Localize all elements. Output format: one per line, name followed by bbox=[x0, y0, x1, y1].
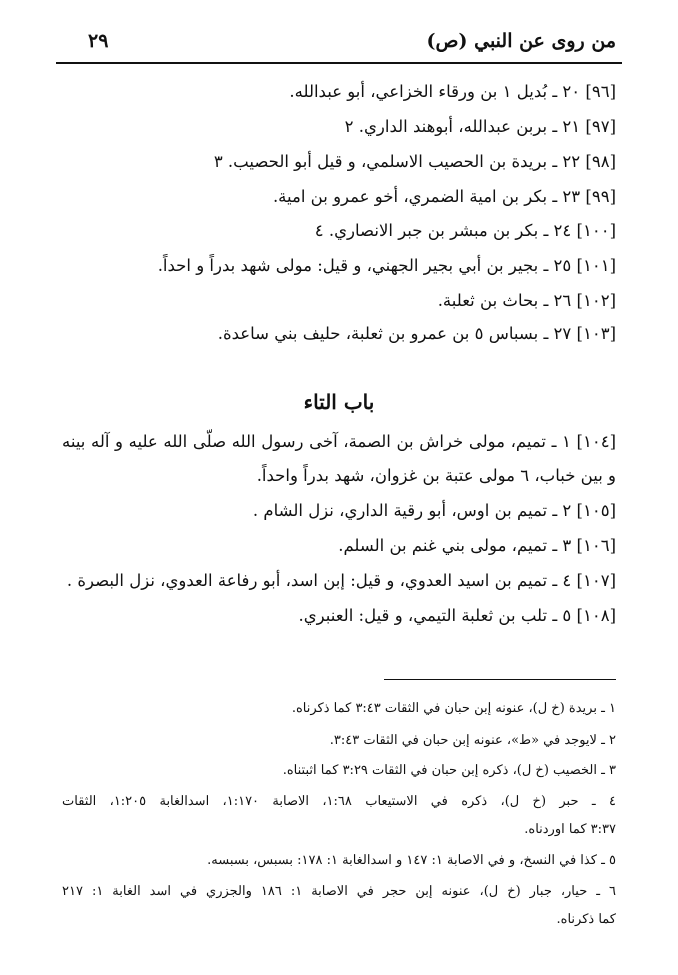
entry-97: [٩٧] ٢١ ـ بربن عبدالله، أبوهند الداري. ٢ bbox=[344, 117, 616, 136]
entry-107: [١٠٧] ٤ ـ تميم بن اسيد العدوي، و قيل: إبن اسد، أبو رفاعة العدوي، نزل البصرة . bbox=[66, 571, 616, 590]
footnote-1: ١ ـ بريدة (خ ل)، عنونه إبن حبان في الثقات ٣:٤٣ كما ذكرناه. bbox=[291, 701, 616, 716]
header-rule bbox=[56, 62, 622, 64]
footnote-4-line-1: ٤ ـ حبر (خ ل)، ذكره في الاستيعاب ١:٦٨، الاصابة ١:١٧٠، اسدالغابة ١:٢٠٥، الثقات bbox=[62, 794, 616, 809]
page-number: ٢٩ bbox=[88, 30, 109, 52]
entry-101: [١٠١] ٢٥ ـ بجير بن أبي بجير الجهني، و قيل: مولى شهد بدراً و احداً. bbox=[157, 256, 616, 275]
footnote-4-line-2: ٣:٣٧ كما اوردناه. bbox=[524, 822, 616, 837]
footnote-5: ٥ ـ كذا في النسخ، و في الاصابة ١: ١٤٧ و اسدالغابة ١: ١٧٨: بسبس، بسبسه. bbox=[207, 853, 616, 868]
entry-104-line-1: [١٠٤] ١ ـ تميم، مولى خراش بن الصمة، آخى رسول الله صلّى الله عليه و آله بينه bbox=[62, 432, 616, 451]
entry-96: [٩٦] ٢٠ ـ بُديل ١ بن ورقاء الخزاعي، أبو عبدالله. bbox=[289, 82, 616, 101]
entry-99: [٩٩] ٢٣ ـ بكر بن امية الضمري، أخو عمرو بن امية. bbox=[272, 187, 616, 206]
entry-102: [١٠٢] ٢٦ ـ بحاث بن ثعلبة. bbox=[437, 291, 616, 310]
entry-103: [١٠٣] ٢٧ ـ بسباس ٥ بن عمرو بن ثعلبة، حليف بني ساعدة. bbox=[217, 324, 616, 343]
entry-105: [١٠٥] ٢ ـ تميم بن اوس، أبو رقية الداري، نزل الشام . bbox=[252, 501, 616, 520]
entry-106: [١٠٦] ٣ ـ تميم، مولى بني غنم بن السلم. bbox=[338, 536, 616, 555]
footnote-3: ٣ ـ الخصيب (خ ل)، ذكره إبن حبان في الثقات ٣:٢٩ كما اثبتناه. bbox=[282, 763, 616, 778]
entry-104-line-2: و بين خباب، ٦ مولى عتبة بن غزوان، شهد بدراً واحداً. bbox=[256, 466, 616, 485]
entry-100: [١٠٠] ٢٤ ـ بكر بن مبشر بن جبر الانصاري. ٤ bbox=[314, 221, 616, 240]
section-heading: باب التاء bbox=[303, 390, 375, 414]
footnote-2: ٢ ـ لايوجد في «ط»، عنونه إبن حبان في الثقات ٣:٤٣. bbox=[329, 733, 616, 748]
running-title: من روى عن النبي (ص) bbox=[426, 30, 616, 52]
footnote-6-line-2: كما ذكرناه. bbox=[556, 912, 616, 927]
entry-108: [١٠٨] ٥ ـ تلب بن ثعلبة التيمي، و قيل: العنبري. bbox=[298, 606, 616, 625]
entry-98: [٩٨] ٢٢ ـ بريدة بن الحصيب الاسلمي، و قيل أبو الحصيب. ٣ bbox=[213, 152, 616, 171]
footnote-rule bbox=[384, 679, 616, 680]
footnote-6-line-1: ٦ ـ حيار، جبار (خ ل)، عنونه إبن حجر في الاصابة ١: ١٨٦ والجزري في اسد الغابة ١: ٢١٧ bbox=[62, 884, 616, 899]
